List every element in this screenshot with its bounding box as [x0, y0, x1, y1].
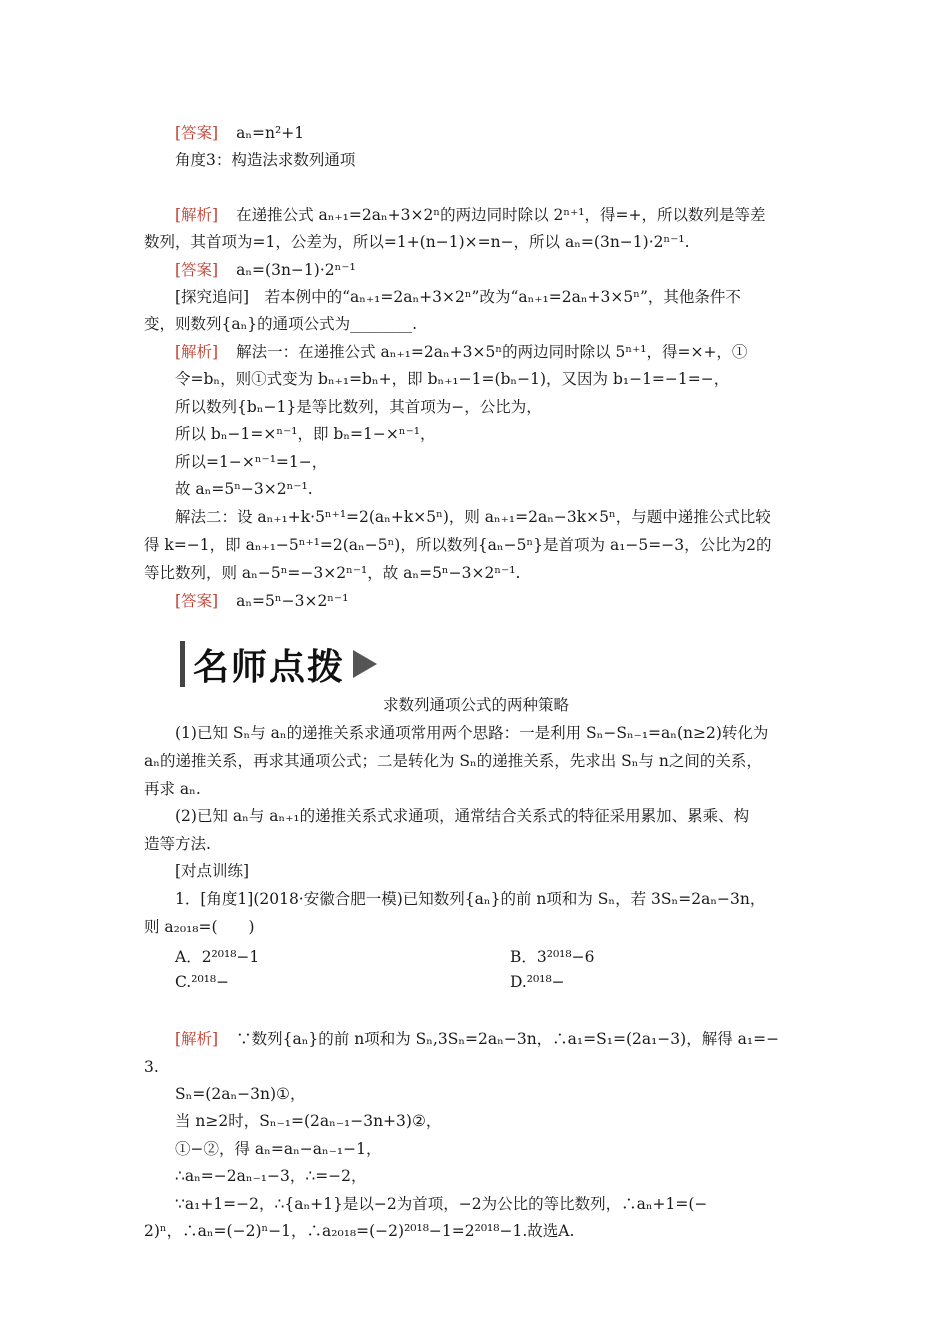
- text-line: [144, 779, 808, 801]
- text-line: [175, 1111, 808, 1133]
- play-triangle-icon: [353, 650, 377, 678]
- subheading: 求数列通项公式的两种策略: [382, 696, 569, 714]
- line-text: 故 aₙ=5ⁿ−3×2ⁿ⁻¹.: [175, 480, 313, 498]
- text-line: [175, 1084, 808, 1106]
- line-text: aₙ的递推关系，再求其通项公式；二是转化为 Sₙ的递推关系，先求出 Sₙ与 n之间的关系，: [144, 752, 762, 770]
- line-text: 1．[角度1](2018·安徽合肥一模)已知数列{aₙ}的前 n项和为 Sₙ，若 3Sₙ=2aₙ−3n，: [175, 890, 766, 908]
- text-line: [175, 452, 808, 474]
- tag-label: [答案]: [175, 124, 219, 142]
- text-line: [175, 591, 808, 613]
- text-line: [144, 535, 808, 557]
- line-text: [对点训练]: [175, 862, 250, 880]
- text-line: [175, 1194, 808, 1216]
- line-text: 再求 aₙ.: [144, 780, 201, 798]
- line-text: Sₙ=(2aₙ−3n)①，: [175, 1085, 306, 1103]
- text-line: [175, 1166, 808, 1188]
- text-line: [175, 342, 808, 364]
- tag-label: [解析]: [175, 206, 219, 224]
- text-line: [144, 751, 808, 773]
- line-text: 则 a₂₀₁₈=( ): [144, 918, 255, 936]
- text-line: [175, 397, 808, 419]
- line-text: 所以 bₙ−1=×ⁿ⁻¹，即 bₙ=1−×ⁿ⁻¹，: [175, 425, 436, 443]
- line-text: 解法一：在递推公式 aₙ₊₁=2aₙ+3×5ⁿ的两边同时除以 5ⁿ⁺¹，得=×+，①: [236, 343, 748, 361]
- text-line: [144, 1221, 808, 1243]
- line-text: 造等方法.: [144, 835, 211, 853]
- line-text: aₙ=n²+1: [236, 124, 305, 142]
- text-line: [175, 1139, 808, 1161]
- line-text: 数列，其首项为=1，公差为，所以=1+(n−1)×=n−，所以 aₙ=(3n−1)·2ⁿ⁻¹.: [144, 233, 690, 251]
- text-line: [175, 507, 808, 529]
- tag-label: [答案]: [175, 592, 219, 610]
- text-line: [144, 834, 808, 856]
- text-line: [175, 205, 808, 227]
- line-text: ∵数列{aₙ}的前 n项和为 Sₙ,3Sₙ=2aₙ−3n，∴a₁=S₁=(2a₁−3)，解得 a₁=−: [236, 1030, 780, 1048]
- line-text: 2)ⁿ，∴aₙ=(−2)ⁿ−1，∴a₂₀₁₈=(−2)²⁰¹⁸−1=2²⁰¹⁸−1.故选A.: [144, 1222, 575, 1240]
- line-text: [探究追问] 若本例中的“aₙ₊₁=2aₙ+3×2ⁿ”改为“aₙ₊₁=2aₙ+3×5ⁿ”，其他条件不: [175, 288, 741, 306]
- tag-label: [解析]: [175, 1030, 219, 1048]
- tag-label: [解析]: [175, 343, 219, 361]
- line-text: aₙ=5ⁿ−3×2ⁿ⁻¹: [236, 592, 349, 610]
- line-text: ∴aₙ=−2aₙ₋₁−3，∴=−2，: [175, 1167, 367, 1185]
- text-line: [175, 723, 808, 745]
- line-text: 3.: [144, 1058, 159, 1076]
- line-text: 角度3：构造法求数列通项: [175, 151, 356, 169]
- text-line: [175, 123, 808, 145]
- tag-label: [答案]: [175, 261, 219, 279]
- choice-option: C.²⁰¹⁸−: [175, 973, 230, 991]
- choice-option: B．3²⁰¹⁸−6: [510, 948, 595, 966]
- text-line: [175, 369, 808, 391]
- line-text: ∵a₁+1=−2，∴{aₙ+1}是以−2为首项，−2为公比的等比数列，∴aₙ+1=(−: [175, 1195, 708, 1213]
- text-line: [144, 1057, 808, 1079]
- line-text: aₙ=(3n−1)·2ⁿ⁻¹: [236, 261, 356, 279]
- text-line: [175, 861, 808, 883]
- line-text: 所以数列{bₙ−1}是等比数列，其首项为−，公比为，: [175, 398, 542, 416]
- text-line: [175, 889, 808, 911]
- text-line: [175, 806, 808, 828]
- line-text: 当 n≥2时，Sₙ₋₁=(2aₙ₋₁−3n+3)②，: [175, 1112, 442, 1130]
- text-line: [175, 260, 808, 282]
- line-text: 解法二：设 aₙ₊₁+k·5ⁿ⁺¹=2(aₙ+k×5ⁿ)，则 aₙ₊₁=2aₙ−3k×5ⁿ，与题中递推公式比较: [175, 508, 771, 526]
- text-line: [175, 150, 808, 172]
- heading-bar: [180, 641, 185, 687]
- text-line: [175, 287, 808, 309]
- text-line: [144, 563, 808, 585]
- line-text: (2)已知 aₙ与 aₙ₊₁的递推关系式求通项，通常结合关系式的特征采用累加、累乘、构: [175, 807, 750, 825]
- line-text: 变，则数列{aₙ}的通项公式为________.: [144, 315, 418, 333]
- text-line: [175, 1029, 808, 1051]
- line-text: 等比数列，则 aₙ−5ⁿ=−3×2ⁿ⁻¹，故 aₙ=5ⁿ−3×2ⁿ⁻¹.: [144, 564, 521, 582]
- line-text: ①−②，得 aₙ=aₙ−aₙ₋₁−1，: [175, 1140, 382, 1158]
- line-text: 令=bₙ，则①式变为 bₙ₊₁=bₙ+，即 bₙ₊₁−1=(bₙ−1)，又因为 b₁−1=−1=−，: [175, 370, 730, 388]
- line-text: 得 k=−1，即 aₙ₊₁−5ⁿ⁺¹=2(aₙ−5ⁿ)，所以数列{aₙ−5ⁿ}是首项为 a₁−5=−3，公比为2的: [144, 536, 772, 554]
- line-text: (1)已知 Sₙ与 aₙ的递推关系求通项常用两个思路：一是利用 Sₙ−Sₙ₋₁=aₙ(n≥2)转化为: [175, 724, 769, 742]
- line-text: 在递推公式 aₙ₊₁=2aₙ+3×2ⁿ的两边同时除以 2ⁿ⁺¹，得=+，所以数列是等差: [236, 206, 766, 224]
- line-text: 所以=1−×ⁿ⁻¹=1−，: [175, 453, 328, 471]
- text-line: [144, 232, 808, 254]
- section-heading: [180, 640, 480, 688]
- text-line: [175, 479, 808, 501]
- text-line: [144, 314, 808, 336]
- text-line: [144, 917, 808, 939]
- choice-option: A．2²⁰¹⁸−1: [175, 948, 260, 966]
- heading-text: 名师点拨: [193, 646, 346, 688]
- choice-option: D.²⁰¹⁸−: [510, 973, 565, 991]
- text-line: [175, 424, 808, 446]
